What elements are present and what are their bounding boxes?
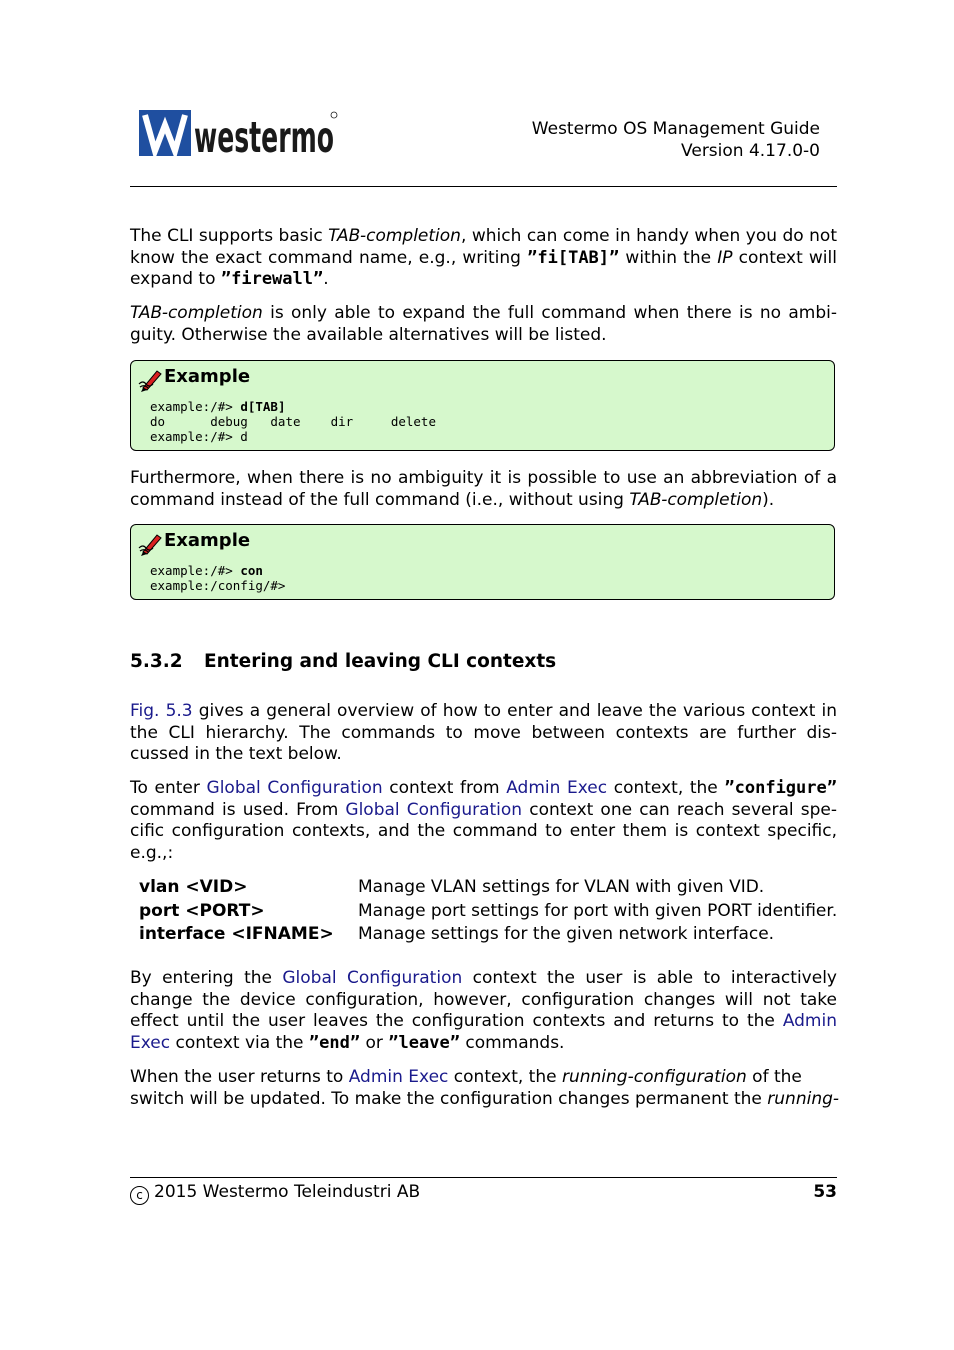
section-title: Entering and leaving CLI contexts	[204, 651, 557, 672]
text: context will expand to	[130, 247, 837, 290]
emphasis: TAB-completion	[130, 303, 263, 323]
text: gives a general overview of how to enter and leave the various context in the CLI hierarchy. The commands to move between contexts are further dis-cussed in the text below.	[130, 701, 837, 765]
emphasis: TAB-completion	[629, 489, 763, 510]
text: ).	[762, 489, 775, 510]
emphasis: running-	[767, 1088, 840, 1109]
admin-exec-link[interactable]: Admin Exec	[506, 778, 608, 798]
section-heading	[130, 651, 556, 672]
pen-icon	[137, 366, 163, 392]
westermo-logo-mark	[139, 110, 339, 163]
table-row	[139, 923, 837, 947]
table-row	[139, 900, 837, 924]
code-prompt: example:/#>	[150, 563, 241, 578]
text: By entering the	[130, 968, 283, 988]
text: within the	[619, 247, 718, 268]
svg-text:westermo: westermo	[194, 113, 334, 163]
text: context, the	[448, 1067, 562, 1087]
inline-code: ”leave”	[388, 1033, 460, 1054]
inline-code: ”end”	[308, 1033, 361, 1054]
global-configuration-link[interactable]: Global Configuration	[206, 778, 383, 798]
emphasis: IP	[717, 247, 733, 268]
text: context the user is able to interactively change the device configuration, however, configuration changes will not take effect until the user leaves the configuration contexts and returns to the	[130, 968, 837, 1032]
footer-rule	[130, 1177, 837, 1178]
global-configuration-link[interactable]: Global Configuration	[282, 968, 463, 988]
code-command: con	[240, 563, 263, 578]
code-output: do debug date dir delete	[150, 414, 436, 429]
text: To enter	[130, 778, 207, 798]
paragraph-tab-completion	[130, 226, 837, 291]
inline-code: ”firewall”	[220, 269, 324, 290]
westermo-logo	[139, 110, 339, 163]
text: or	[360, 1033, 389, 1054]
copyright-icon: c	[130, 1186, 149, 1205]
global-configuration-link[interactable]: Global Configuration	[345, 799, 523, 820]
context-commands-table	[139, 876, 837, 947]
footer-copyright	[130, 1182, 420, 1205]
example-title: Example	[164, 366, 251, 387]
pen-icon	[137, 530, 163, 556]
header-info	[532, 118, 820, 162]
paragraph-interactive-config	[130, 968, 837, 1055]
paragraph-overview	[130, 701, 837, 766]
command-description: Manage settings for the given network interface.	[358, 924, 775, 944]
admin-exec-link[interactable]: Admin Exec	[348, 1067, 449, 1087]
text: When the user returns to	[130, 1067, 349, 1087]
guide-title: Westermo OS Management Guide	[531, 119, 820, 139]
copyright-text: 2015 Westermo Teleindustri AB	[154, 1182, 421, 1202]
example-box-abbrev	[130, 524, 835, 600]
inline-code: ”configure”	[724, 778, 837, 798]
command-description: Manage VLAN settings for VLAN with given VID.	[358, 877, 765, 897]
text: context, the	[607, 778, 725, 798]
text: Furthermore, when there is no ambiguity it is possible to use an abbreviation of a command instead of the full command (i.e., without using	[130, 468, 837, 510]
example-box-tab	[130, 360, 835, 451]
command-description: Manage port settings for port with given PORT identifier.	[358, 900, 838, 921]
text: is only able to expand the full command when there is no ambi-guity. Otherwise the available alternatives will be listed.	[130, 303, 837, 345]
text: , which can come in handy when you do not know the exact command name, e.g., writing	[130, 226, 837, 268]
text: The CLI supports basic	[130, 226, 329, 246]
emphasis: running-configuration	[561, 1067, 747, 1087]
text: context one can reach several spe-cific configuration contexts, and the command to enter them is context specific, e.g.,:	[130, 799, 837, 864]
figure-link[interactable]: Fig. 5.3	[130, 701, 193, 721]
command-name: interface <IFNAME>	[139, 924, 334, 944]
paragraph-running-config	[130, 1067, 850, 1110]
text: .	[323, 269, 329, 290]
command-name: vlan <VID>	[139, 877, 248, 897]
text: command is used. From	[130, 799, 346, 820]
text: context from	[382, 778, 507, 798]
code-command: d[TAB]	[240, 399, 286, 414]
text: commands.	[459, 1033, 565, 1054]
table-row	[139, 876, 837, 900]
paragraph-enter-config	[130, 778, 837, 865]
text: context via the	[170, 1033, 309, 1054]
header-rule	[130, 186, 837, 187]
guide-version: Version 4.17.0-0	[681, 141, 820, 161]
paragraph-abbreviation	[130, 468, 837, 511]
example-title: Example	[164, 530, 251, 551]
code-prompt: example:/config/#>	[150, 578, 286, 593]
page-number: 53	[813, 1182, 837, 1202]
section-number: 5.3.2	[130, 651, 183, 672]
emphasis: TAB-completion	[328, 226, 461, 246]
code-prompt: example:/#> d	[150, 429, 248, 444]
code-prompt: example:/#>	[150, 399, 241, 414]
example-code	[150, 563, 285, 593]
example-code	[150, 399, 436, 444]
paragraph-ambiguity	[130, 303, 837, 346]
admin-exec-link[interactable]: Admin Exec	[130, 1011, 837, 1054]
inline-code: ”fi[TAB]”	[527, 247, 620, 268]
text: of the switch will be updated. To make the configuration changes permanent the	[130, 1067, 802, 1109]
command-name: port <PORT>	[139, 900, 265, 921]
